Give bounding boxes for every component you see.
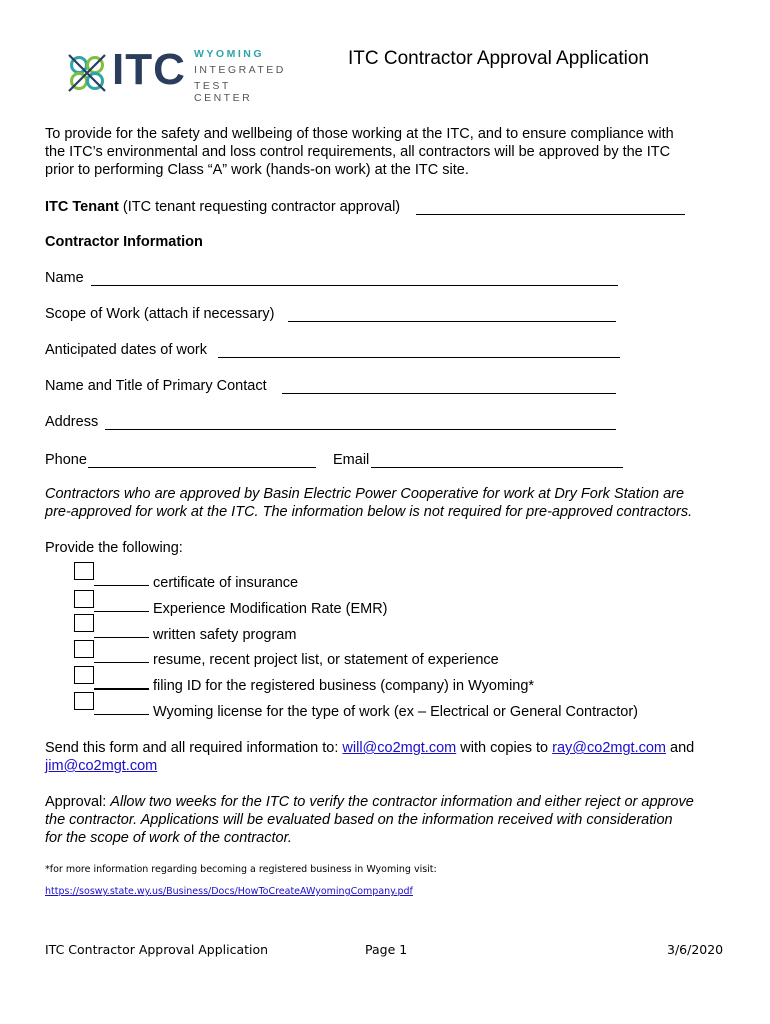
checkbox-resume-line	[94, 662, 149, 663]
itc-logo-line3: TEST CENTER	[194, 80, 253, 104]
checkbox-filing[interactable]	[74, 666, 94, 684]
item-safety: written safety program	[153, 627, 297, 643]
approval-line-3: for the scope of work of the contractor.	[45, 830, 292, 846]
item-emr: Experience Modification Rate (EMR)	[153, 601, 388, 617]
name-field[interactable]	[91, 270, 618, 286]
tenant-field[interactable]	[416, 199, 685, 215]
checkbox-resume[interactable]	[74, 640, 94, 658]
item-filing: filing ID for the registered business (company) in Wyoming*	[153, 678, 535, 694]
item-resume: resume, recent project list, or statement of experience	[153, 652, 499, 668]
footer-date: 3/6/2020	[667, 942, 724, 957]
footer-page-number: Page 1	[365, 942, 408, 957]
send-line-2	[45, 757, 157, 775]
send-line-1	[45, 739, 694, 757]
contact-field[interactable]	[282, 378, 616, 394]
checkbox-license-line	[94, 714, 149, 715]
itc-logo	[66, 45, 286, 104]
intro-line-1: To provide for the safety and wellbeing of those working at the ITC, and to ensure compliance with	[45, 126, 674, 142]
tenant-row	[45, 198, 400, 216]
item-insurance: certificate of insurance	[153, 575, 299, 591]
approval-line-1	[45, 793, 694, 811]
checkbox-insurance[interactable]	[74, 562, 94, 580]
itc-logo-line2: INTEGRATED	[194, 64, 286, 76]
itc-logo-mark-text: ITC	[112, 45, 186, 94]
approval-label: Approval:	[45, 794, 111, 810]
intro-line-2: the ITC’s environmental and loss control requirements, all contractors will be approved by the ITC	[45, 144, 671, 160]
note-line-2: pre-approved for work at the ITC. The information below is not required for pre-approved contractors.	[45, 504, 693, 520]
email-link-jim[interactable]: jim@co2mgt.com	[45, 758, 158, 774]
dates-label: Anticipated dates of work	[45, 342, 208, 358]
provide-heading: Provide the following:	[45, 540, 183, 556]
footnote-text: *for more information regarding becoming a registered business in Wyoming visit:	[45, 864, 437, 875]
address-field[interactable]	[105, 414, 616, 430]
name-label: Name	[45, 270, 84, 286]
checkbox-safety-line	[94, 637, 149, 638]
address-label: Address	[45, 414, 99, 430]
checkbox-license[interactable]	[74, 692, 94, 710]
itc-logo-mark-icon	[66, 52, 108, 94]
send-prefix: Send this form and all required information to:	[45, 740, 343, 756]
send-and: and	[666, 740, 695, 756]
checkbox-safety[interactable]	[74, 614, 94, 632]
checkbox-emr-line	[94, 611, 149, 612]
itc-logo-line1: WYOMING	[194, 48, 264, 60]
contact-label: Name and Title of Primary Contact	[45, 378, 267, 394]
footer-left: ITC Contractor Approval Application	[45, 942, 269, 957]
email-link-will[interactable]: will@co2mgt.com	[342, 740, 457, 756]
checkbox-filing-line	[94, 688, 149, 690]
phone-field[interactable]	[88, 452, 316, 468]
note-line-1: Contractors who are approved by Basin Electric Power Cooperative for work at Dry Fork Station are	[45, 486, 685, 502]
email-label: Email	[333, 452, 370, 468]
scope-label: Scope of Work (attach if necessary)	[45, 306, 275, 322]
approval-line-2: the contractor. Applications will be evaluated based on the information received with consideration	[45, 812, 673, 828]
checkbox-emr[interactable]	[74, 590, 94, 608]
item-license: Wyoming license for the type of work (ex – Electrical or General Contractor)	[153, 704, 638, 720]
tenant-description: (ITC tenant requesting contractor approval)	[118, 199, 401, 215]
approval-text-1: Allow two weeks for the ITC to verify the contractor information and either reject or approve	[110, 794, 694, 810]
intro-line-3: prior to performing Class “A” work (hands-on work) at the ITC site.	[45, 162, 469, 178]
registration-url-link[interactable]: https://soswy.state.wy.us/Business/Docs/HowToCreateAWyomingCompany.pdf	[45, 886, 413, 897]
tenant-label: ITC Tenant	[45, 199, 119, 215]
phone-label: Phone	[45, 452, 87, 468]
dates-field[interactable]	[218, 342, 620, 358]
email-field[interactable]	[371, 452, 623, 468]
send-middle: with copies to	[456, 740, 553, 756]
scope-field[interactable]	[288, 306, 616, 322]
email-link-ray[interactable]: ray@co2mgt.com	[552, 740, 666, 756]
contractor-heading: Contractor Information	[45, 234, 203, 250]
footnote-link	[45, 881, 413, 899]
page-title: ITC Contractor Approval Application	[348, 48, 649, 69]
checkbox-insurance-line	[94, 585, 149, 586]
